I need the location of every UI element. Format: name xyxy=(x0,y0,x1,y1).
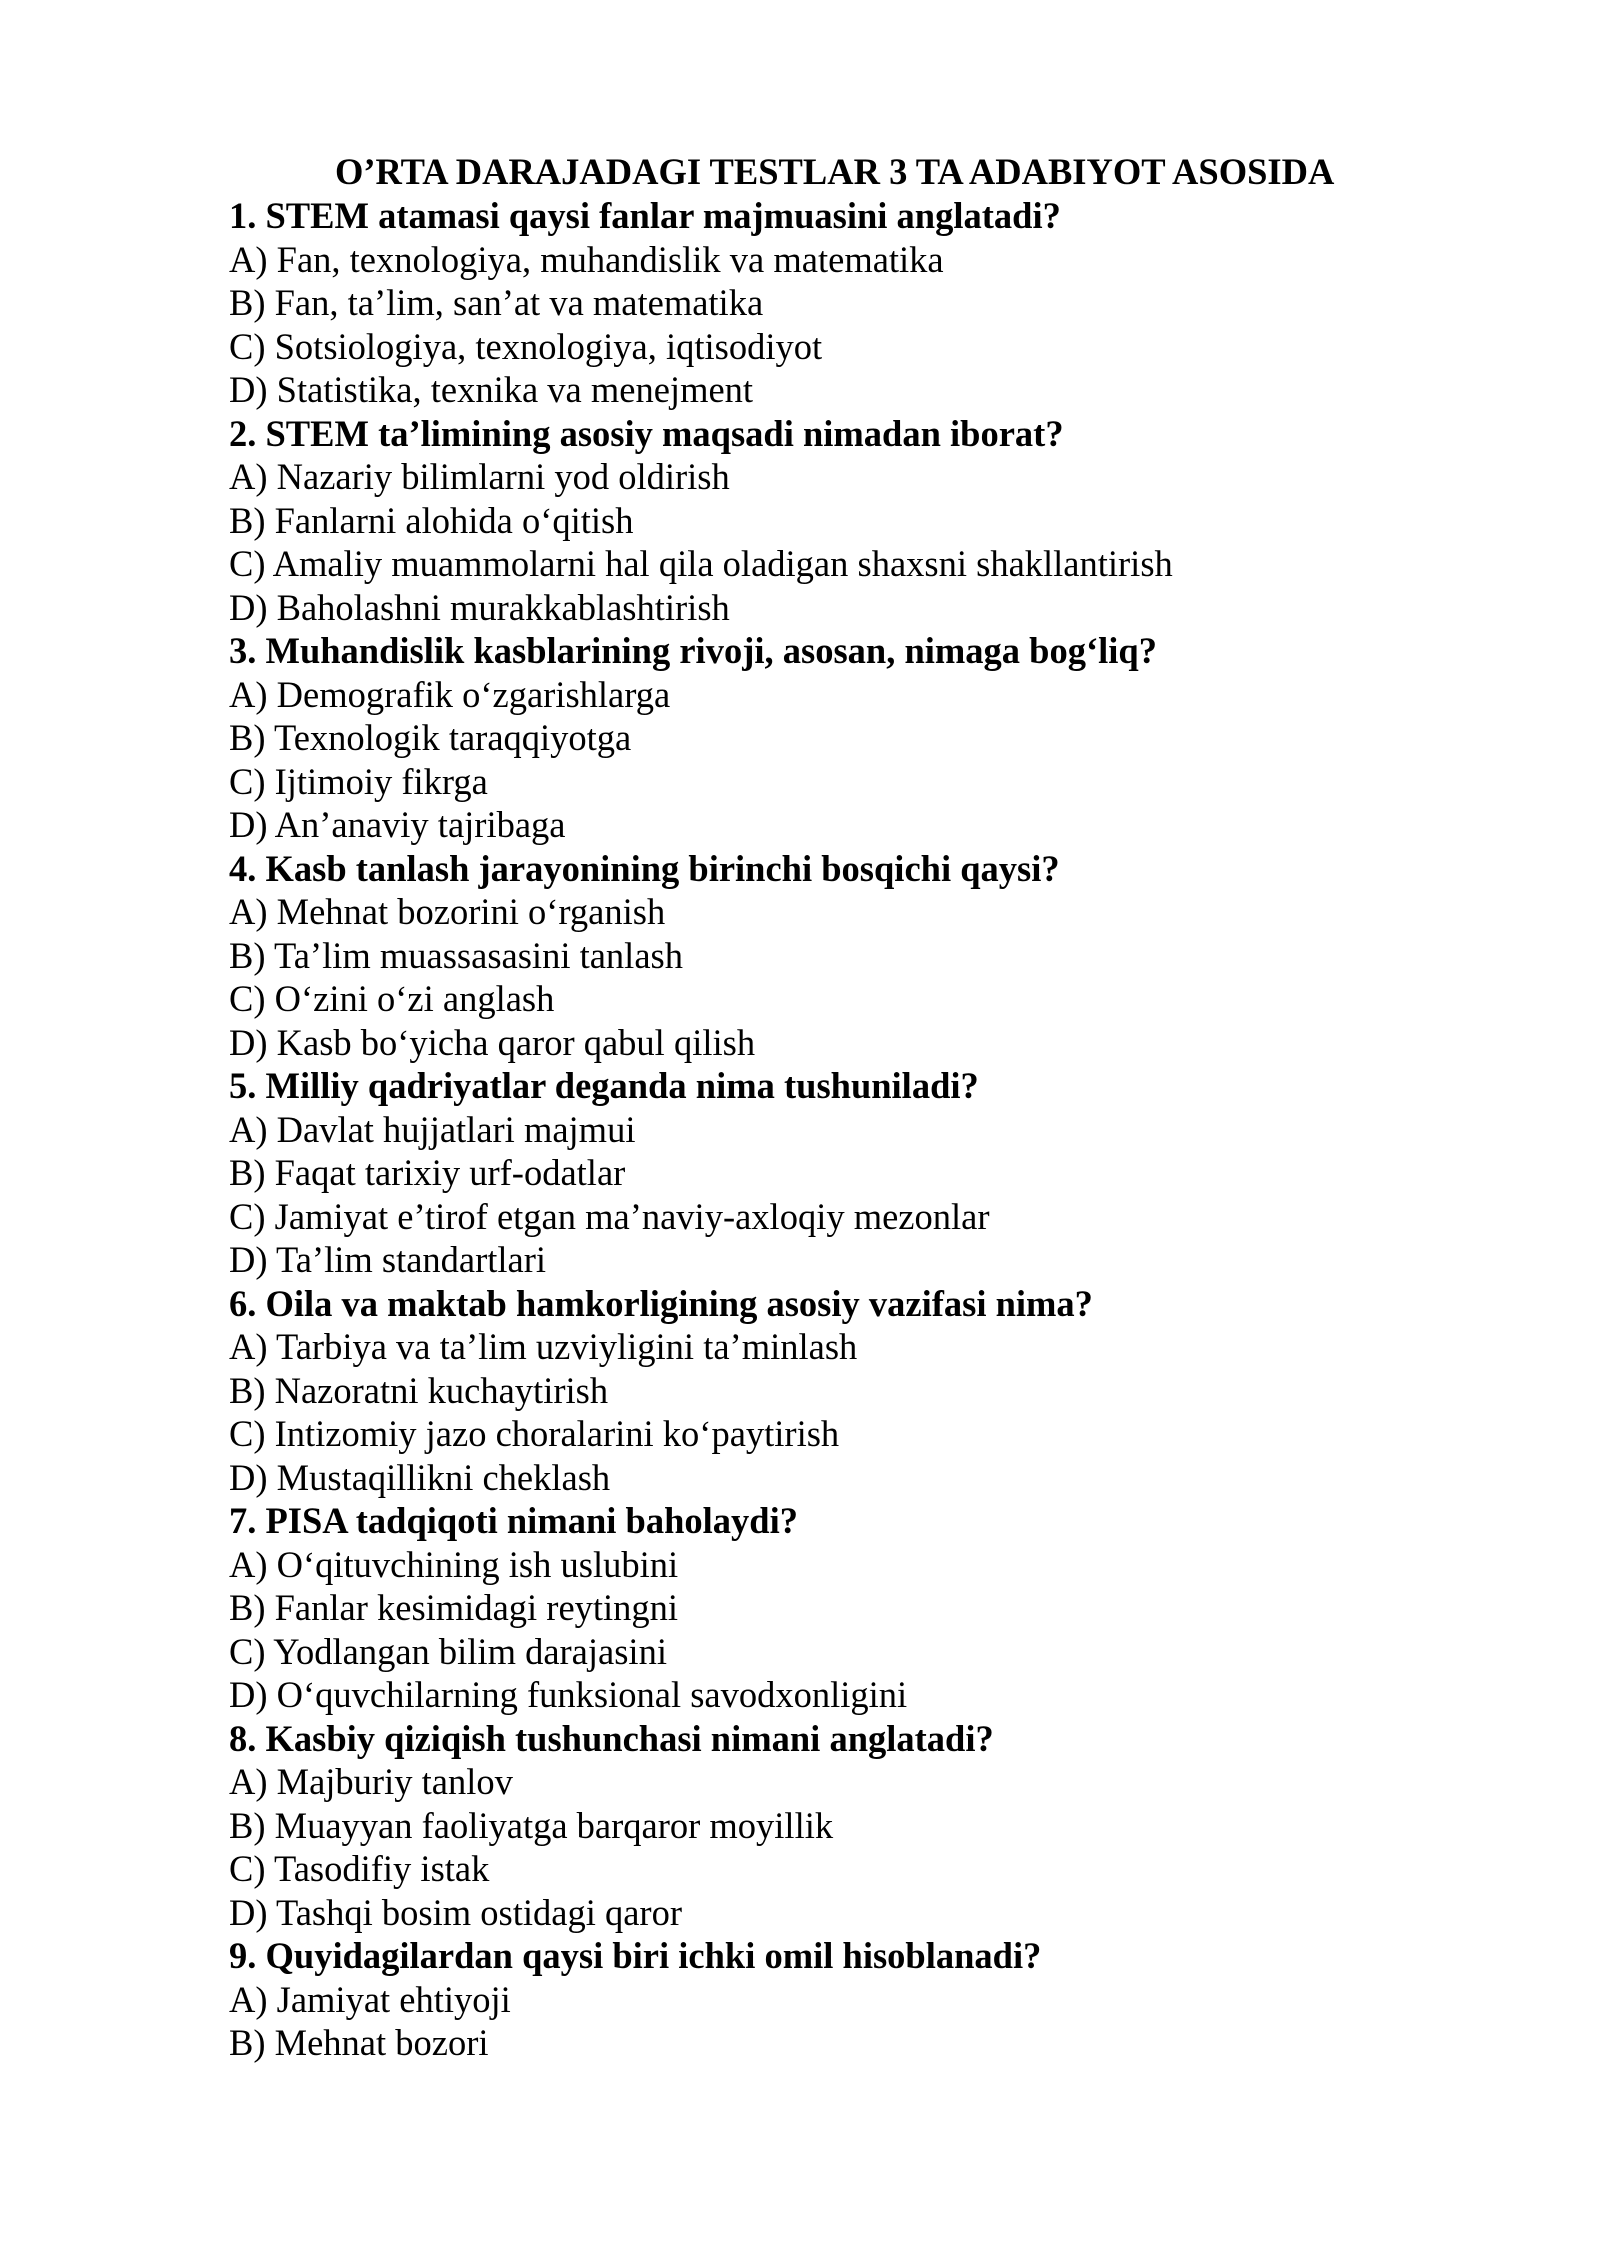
question-2 xyxy=(229,412,1449,630)
answer-option-c: C) Ijtimoiy fikrga xyxy=(229,760,488,802)
answer-option-d: D) Statistika, texnika va menejment xyxy=(229,369,754,410)
answer-option-a: A) Mehnat bozorini o‘rganish xyxy=(229,891,666,932)
answer-option-c: C) O‘zini o‘zi anglash xyxy=(229,978,555,1019)
answer-option-c: C) Yodlangan bilim darajasini xyxy=(229,1630,667,1672)
question-text: 8. Kasbiy qiziqish tushunchasi nimani anglatadi? xyxy=(229,1717,994,1759)
answer-option-a: A) Tarbiya va ta’lim uzviyligini ta’minlash xyxy=(229,1326,858,1367)
answer-option-c: C) Jamiyat e’tirof etgan ma’naviy-axloqiy mezonlar xyxy=(229,1195,990,1237)
answer-option-b: B) Fan, ta’lim, san’at va matematika xyxy=(229,282,764,323)
answer-option-d: D) Kasb bo‘yicha qaror qabul qilish xyxy=(229,1021,756,1063)
answer-option-c: C) Sotsiologiya, texnologiya, iqtisodiyot xyxy=(229,325,823,367)
question-text: 2. STEM ta’limining asosiy maqsadi nimadan iborat? xyxy=(229,412,1064,454)
question-5 xyxy=(229,1064,1449,1282)
question-text: 3. Muhandislik kasblarining rivoji, asosan, nimaga bog‘liq? xyxy=(229,630,1157,671)
answer-option-a: A) O‘qituvchining ish uslubini xyxy=(229,1543,679,1585)
question-4 xyxy=(229,847,1449,1065)
answer-option-c: C) Intizomiy jazo choralarini ko‘paytirish xyxy=(229,1413,840,1454)
answer-option-d: D) Tashqi bosim ostidagi qaror xyxy=(229,1891,682,1933)
answer-option-d: D) O‘quvchilarning funksional savodxonligini xyxy=(229,1674,908,1715)
question-8 xyxy=(229,1717,1449,1935)
answer-option-a: A) Majburiy tanlov xyxy=(229,1761,513,1802)
question-1 xyxy=(229,194,1449,412)
answer-option-d: D) Mustaqillikni cheklash xyxy=(229,1456,611,1498)
question-6 xyxy=(229,1282,1449,1500)
answer-option-c: C) Amaliy muammolarni hal qila oladigan shaxsni shakllantirish xyxy=(229,543,1173,584)
answer-option-a: A) Demografik o‘zgarishlarga xyxy=(229,673,671,715)
question-7 xyxy=(229,1499,1449,1717)
answer-option-d: D) Baholashni murakkablashtirish xyxy=(229,586,730,628)
answer-option-b: B) Mehnat bozori xyxy=(229,2022,489,2063)
document-title: O’RTA DARAJADAGI TESTLAR 3 TA ADABIYOT ASOSIDA xyxy=(335,151,1335,192)
answer-option-c: C) Tasodifiy istak xyxy=(229,1848,490,1889)
question-text: 9. Quyidagilardan qaysi biri ichki omil hisoblanadi? xyxy=(229,1935,1042,1976)
answer-option-b: B) Fanlar kesimidagi reytingni xyxy=(229,1587,679,1628)
question-text: 5. Milliy qadriyatlar deganda nima tushuniladi? xyxy=(229,1065,979,1106)
answer-option-d: D) An’anaviy tajribaga xyxy=(229,804,566,845)
answer-option-b: B) Fanlarni alohida o‘qitish xyxy=(229,499,634,541)
question-text: 4. Kasb tanlash jarayonining birinchi bosqichi qaysi? xyxy=(229,847,1060,889)
answer-option-b: B) Nazoratni kuchaytirish xyxy=(229,1369,609,1411)
question-3 xyxy=(229,629,1449,847)
question-9 xyxy=(229,1934,1449,2065)
answer-option-a: A) Fan, texnologiya, muhandislik va matematika xyxy=(229,238,944,280)
question-text: 1. STEM atamasi qaysi fanlar majmuasini anglatadi? xyxy=(229,195,1061,236)
answer-option-d: D) Ta’lim standartlari xyxy=(229,1239,547,1280)
answer-option-b: B) Texnologik taraqqiyotga xyxy=(229,717,632,758)
question-text: 6. Oila va maktab hamkorligining asosiy vazifasi nima? xyxy=(229,1282,1093,1324)
answer-option-b: B) Muayyan faoliyatga barqaror moyillik xyxy=(229,1804,834,1846)
answer-option-a: A) Davlat hujjatlari majmui xyxy=(229,1108,636,1150)
question-text: 7. PISA tadqiqoti nimani baholaydi? xyxy=(229,1500,798,1541)
answer-option-a: A) Jamiyat ehtiyoji xyxy=(229,1978,511,2020)
answer-option-b: B) Faqat tarixiy urf-odatlar xyxy=(229,1152,626,1193)
answer-option-a: A) Nazariy bilimlarni yod oldirish xyxy=(229,456,730,497)
document-page xyxy=(229,150,1449,2065)
answer-option-b: B) Ta’lim muassasasini tanlash xyxy=(229,934,683,976)
